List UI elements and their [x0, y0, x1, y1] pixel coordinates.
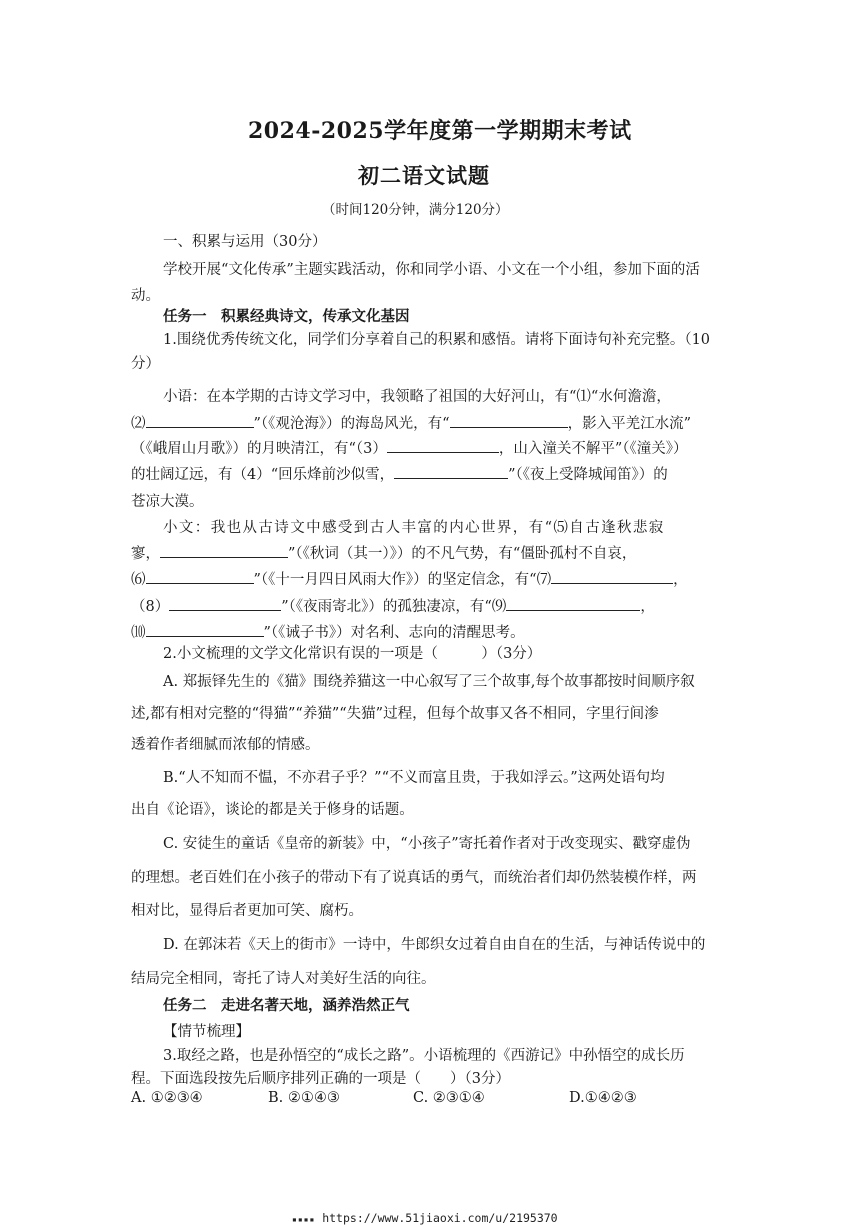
- text-segment: ，影入平羌江水流”: [567, 416, 691, 432]
- text-segment: 寥，: [131, 546, 160, 562]
- answer-blank[interactable]: [146, 413, 254, 428]
- answer-blank[interactable]: [506, 596, 640, 611]
- paragraph-line: [131, 542, 636, 563]
- text-segment: ，: [640, 599, 655, 615]
- choice-c[interactable]: C. ②③①④: [413, 1090, 485, 1106]
- blank-label: ⑹: [131, 572, 146, 588]
- option-d-line: 结局完全相同，寄托了诗人对美好生活的向往。: [131, 971, 436, 987]
- subheading: 【情节梳理】: [163, 1024, 250, 1040]
- footer-marks: ▪▪▪▪: [292, 1215, 316, 1224]
- answer-blank[interactable]: [394, 464, 508, 479]
- answer-blank[interactable]: [160, 543, 288, 558]
- answer-blank[interactable]: [450, 413, 568, 428]
- choice-d[interactable]: D.①④②③: [569, 1090, 637, 1106]
- paragraph-line: [131, 595, 655, 616]
- footer-url[interactable]: https://www.51jiaoxi.com/u/2195370: [322, 1211, 558, 1225]
- paragraph-line: [131, 568, 688, 589]
- answer-blank[interactable]: [551, 569, 673, 584]
- paragraph-line: [131, 437, 688, 458]
- choice-a[interactable]: A. ①②③④: [131, 1090, 203, 1106]
- paragraph-line: 小语：在本学期的古诗文学习中，我领略了祖国的大好河山，有“⑴“水何澹澹，: [163, 389, 671, 405]
- text-segment: 的壮阔辽远，有（4）“回乐烽前沙似雪，: [131, 467, 395, 483]
- answer-blank[interactable]: [387, 438, 499, 453]
- blank-label: ⑵: [131, 416, 146, 432]
- paragraph-line: 苍凉大漠。: [131, 494, 204, 510]
- text-segment: ”（《观沧海》）的海岛风光，有“: [253, 416, 450, 432]
- option-a-line: 述,都有相对完整的“得猫”“养猫”“失猫”过程，但每个故事又各不相同，字里行间渗: [131, 706, 659, 722]
- text-segment: ”（《夜上受降城闻笛》）的: [508, 467, 668, 483]
- time-note: （时间120分钟，满分120分）: [322, 202, 509, 218]
- text-segment: ”（《夜雨寄北》）的孤独凄凉，有“⑼: [281, 599, 507, 615]
- choice-b[interactable]: B. ②①④③: [268, 1090, 340, 1106]
- text-segment: （《峨眉山月歌》）的月映清江，有“（3）: [131, 441, 387, 457]
- option-b-line: 出自《论语》，谈论的都是关于修身的话题。: [131, 802, 414, 818]
- question-text: 分）: [131, 356, 160, 372]
- section-heading: 一、积累与运用（30分）: [163, 234, 327, 250]
- blank-label: （8）: [131, 599, 170, 615]
- option-b-line: B.“人不知而不愠，不亦君子乎？”“不义而富且贵，于我如浮云。”这两处语句均: [163, 770, 665, 786]
- text-segment: ”（《秋词（其一）》）的不凡气势，有“僵卧孤村不自哀，: [288, 546, 637, 562]
- question-text: 3.取经之路，也是孙悟空的“成长之路”。小语梳理的《西游记》中孙悟空的成长历: [163, 1048, 685, 1064]
- answer-blank[interactable]: [169, 596, 281, 611]
- footer: [292, 1211, 558, 1225]
- task-heading: 任务一 积累经典诗文，传承文化基因: [163, 308, 410, 325]
- intro-line: 学校开展“文化传承”主题实践活动，你和同学小语、小文在一个小组，参加下面的活: [163, 262, 700, 278]
- question-text: 2.小文梳理的文学文化常识有误的一项是（ ）（3分）: [163, 646, 542, 662]
- paragraph-line: 小文：我也从古诗文中感受到古人丰富的内心世界，有“⑸自古逢秋悲寂: [163, 520, 665, 536]
- paragraph-line: [131, 412, 691, 433]
- intro-line: 动。: [131, 288, 160, 304]
- paragraph-line: [131, 463, 668, 484]
- exam-subtitle: 初二语文试题: [358, 163, 490, 188]
- text-segment: ，山入潼关不解平”（《潼关》）: [498, 441, 688, 457]
- answer-blank[interactable]: [146, 569, 254, 584]
- paragraph-line: [131, 621, 525, 642]
- option-a-line: 透着作者细腻而浓郁的情感。: [131, 737, 320, 753]
- exam-title: 2024-2025学年度第一学期期末考试: [248, 118, 632, 144]
- option-c-line: 的理想。老百姓们在小孩子的带动下有了说真话的勇气，而统治者们却仍然装模作样，两: [131, 870, 697, 886]
- option-a-line: A. 郑振铎先生的《猫》围绕养猫这一中心叙写了三个故事,每个故事都按时间顺序叙: [163, 674, 695, 690]
- task-heading: 任务二 走进名著天地，涵养浩然正气: [163, 997, 410, 1014]
- option-c-line: C. 安徒生的童话《皇帝的新装》中，“小孩子”寄托着作者对于改变现实、戳穿虚伪: [163, 836, 691, 852]
- question-text: 程。下面选段按先后顺序排列正确的一项是（ ）（3分）: [131, 1071, 510, 1087]
- blank-label: ⑽: [131, 625, 146, 641]
- option-d-line: D. 在郭沫若《天上的街市》一诗中，牛郎织女过着自由自在的生活，与神话传说中的: [163, 937, 706, 953]
- option-c-line: 相对比，显得后者更加可笑、腐朽。: [131, 903, 363, 919]
- text-segment: ”（《十一月四日风雨大作》）的坚定信念，有“⑺: [253, 572, 552, 588]
- text-segment: ，: [673, 572, 688, 588]
- question-text: 1.围绕优秀传统文化，同学们分享着自己的积累和感悟。请将下面诗句补充完整。（10: [163, 332, 711, 348]
- answer-blank[interactable]: [146, 622, 264, 637]
- text-segment: ”（《诫子书》）对名利、志向的清醒思考。: [263, 625, 525, 641]
